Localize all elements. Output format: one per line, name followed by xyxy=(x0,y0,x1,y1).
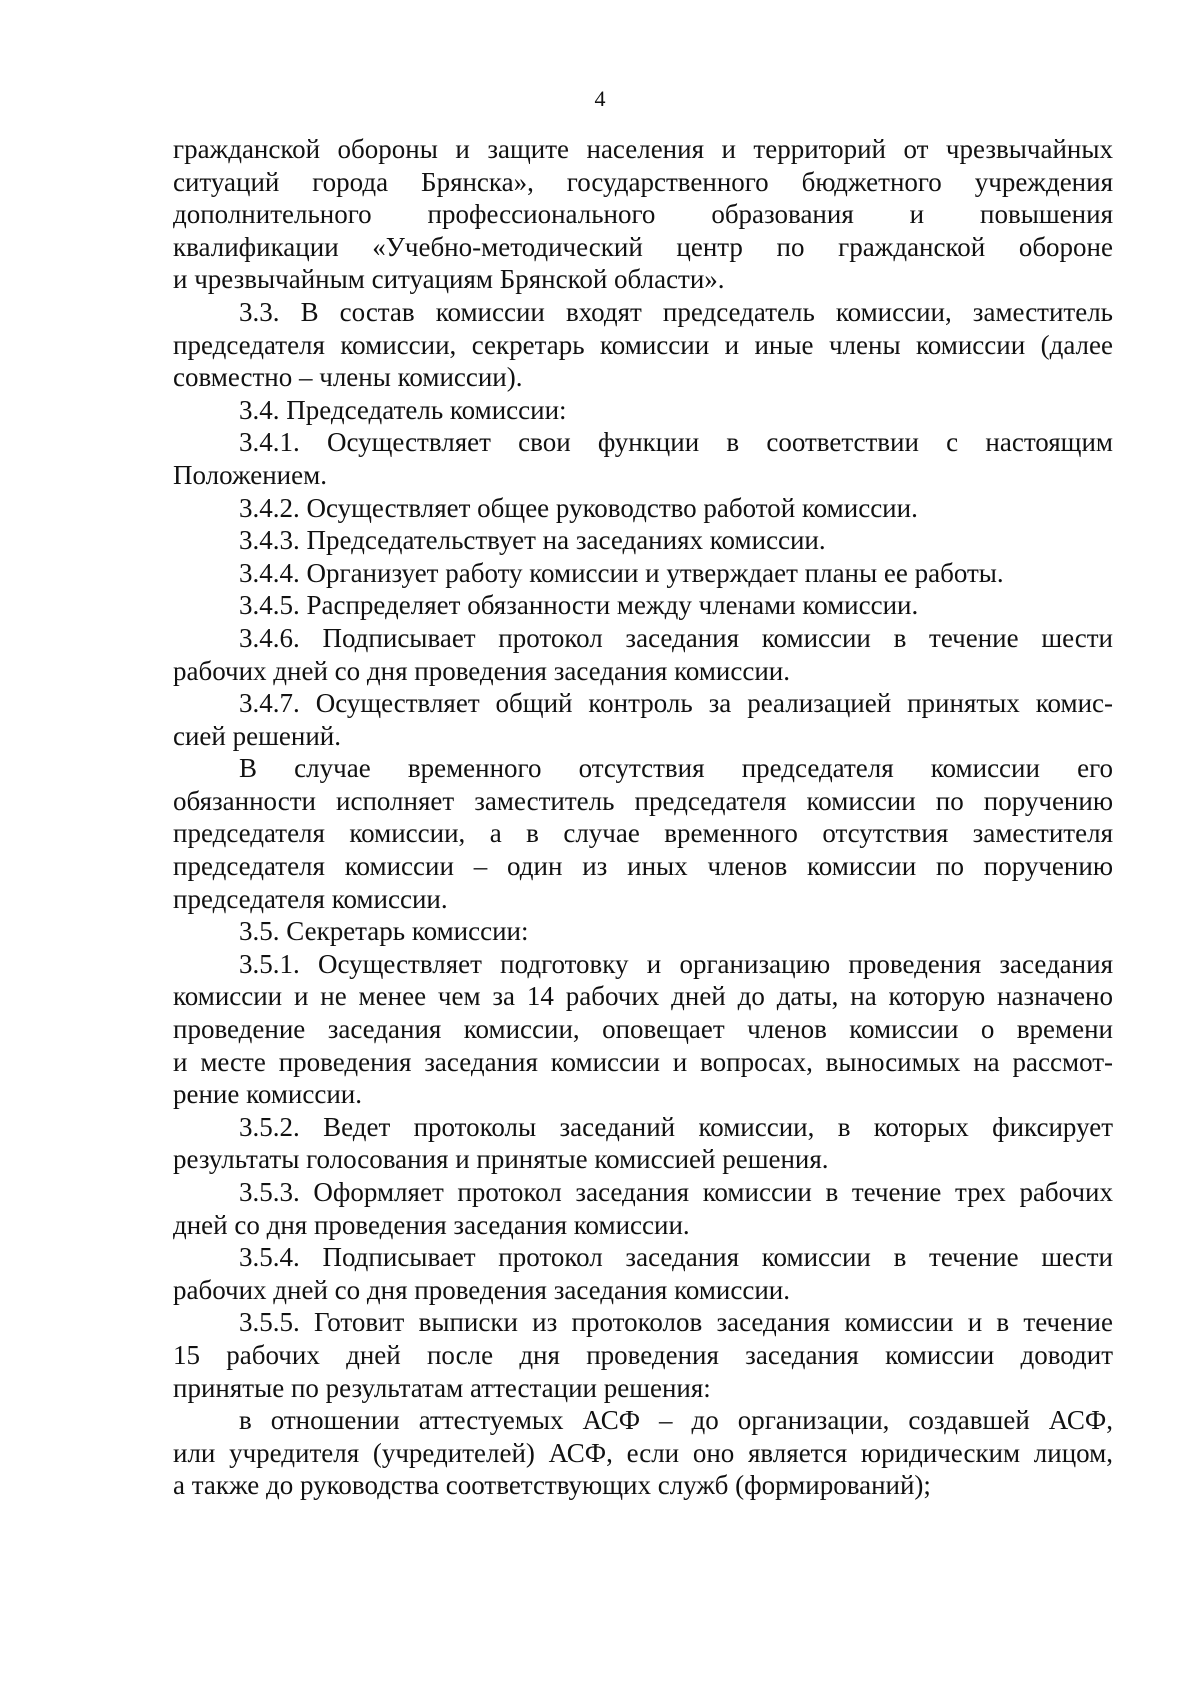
text-line: проведение заседания комиссии, оповещает членов комиссии о времени xyxy=(173,1014,1113,1045)
paragraph xyxy=(173,1404,1113,1502)
paragraph xyxy=(173,394,1113,427)
paragraph xyxy=(173,296,1113,394)
paragraph xyxy=(173,752,1113,915)
paragraph xyxy=(173,492,1113,525)
paragraph xyxy=(173,589,1113,622)
text-line: 3.5.4. Подписывает протокол заседания комиссии в течение шести xyxy=(239,1242,1113,1273)
paragraph xyxy=(173,622,1113,687)
text-line: 3.4.1. Осуществляет свои функции в соответствии с настоящим xyxy=(239,427,1113,458)
text-line: 3.5.1. Осуществляет подготовку и организацию проведения заседания xyxy=(239,948,1113,979)
paragraph xyxy=(173,1176,1113,1241)
text-line: комиссии и не менее чем за 14 рабочих дней до даты, на которую назначено xyxy=(173,981,1113,1012)
text-line: сией решений. xyxy=(173,720,341,751)
paragraph xyxy=(173,1241,1113,1306)
text-line: в отношении аттестуемых АСФ – до организации, создавшей АСФ, xyxy=(239,1405,1113,1436)
text-line: рабочих дней со дня проведения заседания комиссии. xyxy=(173,655,790,686)
text-line: 3.4.3. Председательствует на заседаниях комиссии. xyxy=(239,525,826,556)
text-line: 3.5.2. Ведет протоколы заседаний комиссии, в которых фиксирует xyxy=(239,1111,1113,1142)
text-line: 3.4.4. Организует работу комиссии и утверждает планы ее работы. xyxy=(239,557,1004,588)
paragraph xyxy=(173,524,1113,557)
text-line: Положением. xyxy=(173,459,327,490)
text-line: председателя комиссии – один из иных членов комиссии по поручению xyxy=(173,851,1113,882)
text-line: и чрезвычайным ситуациям Брянской области». xyxy=(173,264,725,295)
text-line: совместно – члены комиссии). xyxy=(173,362,523,393)
text-line: или учредителя (учредителей) АСФ, если оно является юридическим лицом, xyxy=(173,1437,1113,1468)
text-line: председателя комиссии, а в случае временного отсутствия заместителя xyxy=(173,818,1113,849)
paragraph xyxy=(173,948,1113,1111)
document-body xyxy=(173,133,1113,1502)
text-line: обязанности исполняет заместитель председателя комиссии по поручению xyxy=(173,785,1113,816)
text-line: 3.3. В состав комиссии входят председатель комиссии, заместитель xyxy=(239,296,1113,327)
text-line: рабочих дней со дня проведения заседания комиссии. xyxy=(173,1274,790,1305)
text-line: результаты голосования и принятые комиссией решения. xyxy=(173,1144,829,1175)
text-line: 3.4.6. Подписывает протокол заседания комиссии в течение шести xyxy=(239,622,1113,653)
paragraph xyxy=(173,1111,1113,1176)
page-number: 4 xyxy=(594,86,606,111)
text-line: 3.4.2. Осуществляет общее руководство работой комиссии. xyxy=(239,492,918,523)
text-line: а также до руководства соответствующих служб (формирований); xyxy=(173,1470,931,1501)
paragraph xyxy=(173,687,1113,752)
paragraph xyxy=(173,426,1113,491)
text-line: ситуаций города Брянска», государственного бюджетного учреждения xyxy=(173,166,1113,197)
text-line: дополнительного профессионального образования и повышения xyxy=(173,199,1113,230)
text-line: квалификации «Учебно-методический центр по гражданской обороне xyxy=(173,231,1113,262)
text-line: председателя комиссии, секретарь комиссии и иные члены комиссии (далее xyxy=(173,329,1113,360)
paragraph xyxy=(173,1306,1113,1404)
text-line: 3.5. Секретарь комиссии: xyxy=(239,916,529,947)
text-line: рение комиссии. xyxy=(173,1079,362,1110)
text-line: 3.5.5. Готовит выписки из протоколов заседания комиссии и в течение xyxy=(239,1307,1113,1338)
text-line: гражданской обороны и защите населения и территорий от чрезвычайных xyxy=(173,134,1113,164)
text-line: В случае временного отсутствия председателя комиссии его xyxy=(239,753,1113,784)
text-line: дней со дня проведения заседания комиссии. xyxy=(173,1209,690,1240)
text-line: 3.4.5. Распределяет обязанности между членами комиссии. xyxy=(239,590,919,621)
text-line: 3.4. Председатель комиссии: xyxy=(239,394,567,425)
text-line: 15 рабочих дней после дня проведения заседания комиссии доводит xyxy=(173,1339,1113,1370)
paragraph xyxy=(173,133,1113,296)
text-line: и месте проведения заседания комиссии и вопросах, выносимых на рассмот- xyxy=(173,1046,1113,1077)
text-line: принятые по результатам аттестации решения: xyxy=(173,1372,711,1403)
text-line: председателя комиссии. xyxy=(173,883,448,914)
text-line: 3.4.7. Осуществляет общий контроль за реализацией принятых комис- xyxy=(239,688,1113,719)
text-line: 3.5.3. Оформляет протокол заседания комиссии в течение трех рабочих xyxy=(239,1177,1113,1207)
paragraph xyxy=(173,915,1113,948)
paragraph xyxy=(173,557,1113,590)
